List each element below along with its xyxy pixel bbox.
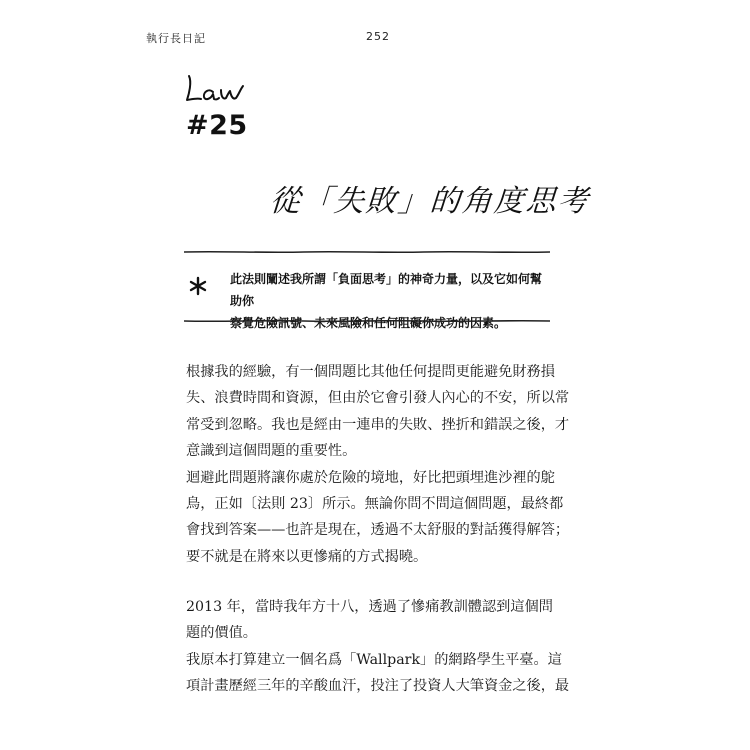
chapter-summary xyxy=(230,268,550,334)
body-line: 迴避此問題將讓你處於危險的境地，好比把頭埋進沙裡的鴕 xyxy=(186,469,555,486)
summary-line: 察覺危險訊號、未來風險和任何阻礙你成功的因素。 xyxy=(230,316,507,330)
body-line: 常受到忽略。我也是經由一連串的失敗、挫折和錯誤之後，才 xyxy=(186,416,570,433)
page-number: 252 xyxy=(366,30,390,43)
law-number: #25 xyxy=(186,110,248,141)
running-head-book-title: 執行長日記 xyxy=(146,32,206,45)
asterisk-icon xyxy=(188,276,208,296)
body-line: 會找到答案——也許是現在，透過不太舒服的對話獲得解答； xyxy=(186,522,570,539)
summary-line: 此法則闡述我所謂「負面思考」的神奇力量，以及它如何幫助你 xyxy=(230,272,543,308)
body-line: 根據我的經驗，有一個問題比其他任何提問更能避免財務損 xyxy=(186,364,555,380)
divider-top xyxy=(184,249,550,255)
body-line: 項計畫歷經三年的辛酸血汗，投注了投資人大筆資金之後，最 xyxy=(186,678,570,695)
body-line: 我原本打算建立一個名爲「Wallpark」的網路學生平臺。這 xyxy=(186,651,562,668)
body-line: 失、浪費時間和資源，但由於它會引發人內心的不安，所以常 xyxy=(186,390,570,407)
body-line: 鳥，正如〔法則 23〕所示。無論你問不問這個問題，最終都 xyxy=(186,496,564,513)
chapter-title: 從「失敗」的角度思考 xyxy=(268,184,591,219)
body-line: 意識到這個問題的重要性。 xyxy=(186,443,357,460)
body-text-section-1 xyxy=(186,359,570,570)
body-line: 要不就是在將來以更慘痛的方式揭曉。 xyxy=(186,548,428,565)
body-line: 題的價值。 xyxy=(186,625,257,642)
law-script-lettering xyxy=(183,72,247,106)
body-line: 2013 年，當時我年方十八，透過了慘痛教訓體認到這個問 xyxy=(186,599,553,615)
body-text-section-2 xyxy=(186,594,570,700)
divider-bottom xyxy=(184,318,550,324)
